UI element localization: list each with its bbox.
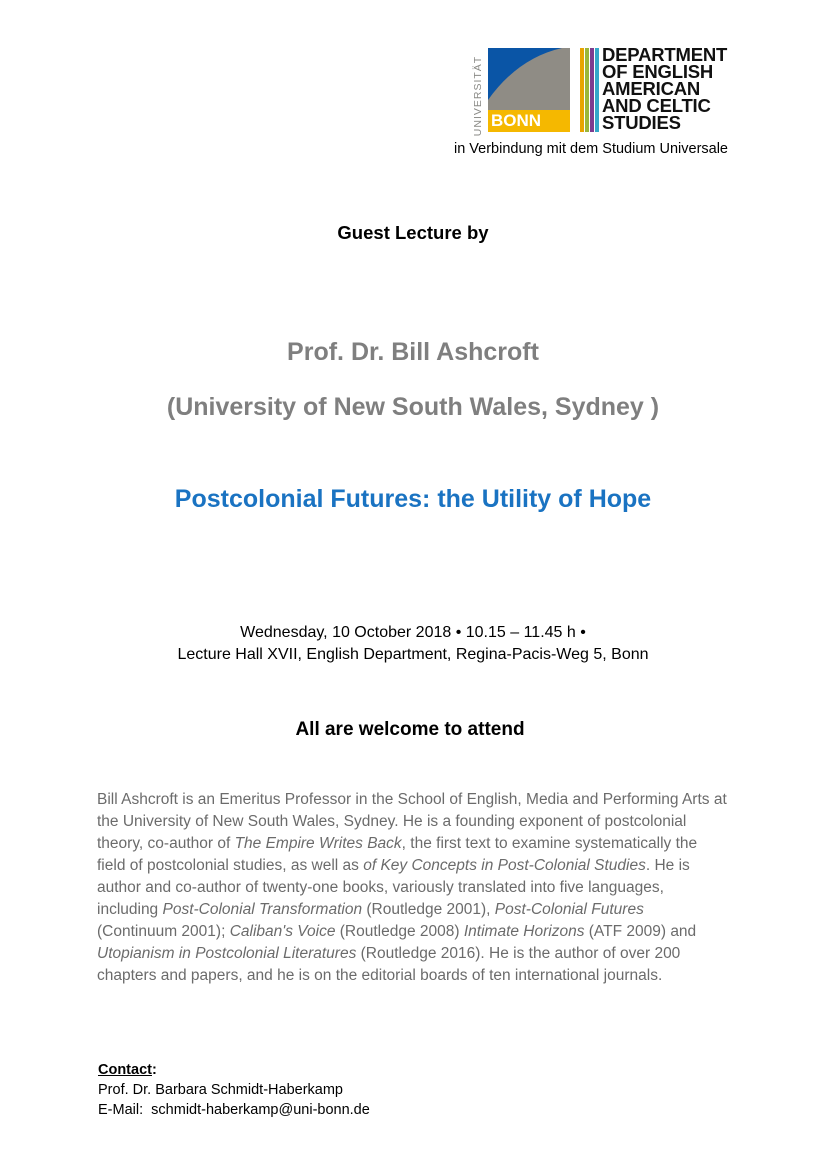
logo-bar-green <box>585 48 589 132</box>
contact-heading-line <box>98 1060 370 1080</box>
bio-book-title: of Key Concepts in Post-Colonial Studies <box>363 857 646 874</box>
bio-book-title: Intimate Horizons <box>463 923 585 940</box>
bio-text: (ATF 2009) and <box>584 923 697 940</box>
bio-text: (Routledge 2008) <box>335 923 464 940</box>
bio-book-title: Caliban's Voice <box>229 923 336 940</box>
logo-dept-line: DEPARTMENT <box>602 44 728 65</box>
logo-dept-line: STUDIES <box>602 112 681 133</box>
contact-name: Prof. Dr. Barbara Schmidt-Haberkamp <box>98 1082 343 1098</box>
speaker-name: Prof. Dr. Bill Ashcroft <box>287 338 539 366</box>
bio-text: . He is author and co-author of twenty-one books, variously translated into five languages, including <box>97 857 690 918</box>
contact-block <box>98 1060 370 1120</box>
contact-email[interactable]: E-Mail: schmidt-haberkamp@uni-bonn.de <box>98 1102 370 1118</box>
affiliation-line: in Verbindung mit dem Studium Universale <box>453 141 728 157</box>
event-location: Lecture Hall XVII, English Department, Regina-Pacis-Weg 5, Bonn <box>177 646 649 663</box>
event-details <box>0 622 826 666</box>
logo-dept-line: AND CELTIC <box>602 95 711 116</box>
welcome-note: All are welcome to attend <box>295 719 525 740</box>
logo-bar-orange <box>580 48 584 132</box>
contact-heading: Contact <box>98 1062 152 1078</box>
bio-text: (Continuum 2001); <box>97 923 230 940</box>
bio-book-title: Post-Colonial Futures <box>494 901 644 918</box>
lecture-title: Postcolonial Futures: the Utility of Hope <box>174 485 652 513</box>
logo-bonn-label: BONN <box>488 110 570 132</box>
logo-department-name <box>602 46 727 131</box>
bio-text: (Routledge 2001), <box>362 901 495 918</box>
event-datetime: Wednesday, 10 October 2018 • 10.15 – 11.45 h • <box>240 624 586 641</box>
bio-book-title: Post-Colonial Transformation <box>162 901 363 918</box>
bio-text: (Routledge 2016). He is the author of over 200 chapters and papers, and he is on the editorial boards of ten international journals. <box>97 945 681 984</box>
logo-university-vertical-text: UNIVERSITÄT <box>472 55 484 137</box>
bio-book-title: The Empire Writes Back <box>234 835 402 852</box>
logo-dept-line: OF ENGLISH <box>602 61 714 82</box>
bio-text: , the first text to examine systematically the field of postcolonial studies, as well as <box>97 835 698 874</box>
guest-lecture-intro: Guest Lecture by <box>337 222 489 243</box>
logo-bar-purple <box>590 48 594 132</box>
speaker-bio <box>97 789 727 987</box>
contact-heading-colon: : <box>151 1062 157 1078</box>
bio-text: Bill Ashcroft is an Emeritus Professor in the School of English, Media and Performing Arts at the University of New South Wales, Sydney. He is a founding exponent of postcolonial theory, co-author of <box>97 791 727 852</box>
bio-book-title: Utopianism in Postcolonial Literatures <box>97 945 357 962</box>
speaker-affiliation: (University of New South Wales, Sydney ) <box>166 393 660 421</box>
logo-dept-line: AMERICAN <box>602 78 701 99</box>
logo-emblem-shape <box>488 48 570 110</box>
logo-bar-cyan <box>595 48 599 132</box>
logo-emblem <box>488 48 570 110</box>
department-logo <box>468 44 738 137</box>
